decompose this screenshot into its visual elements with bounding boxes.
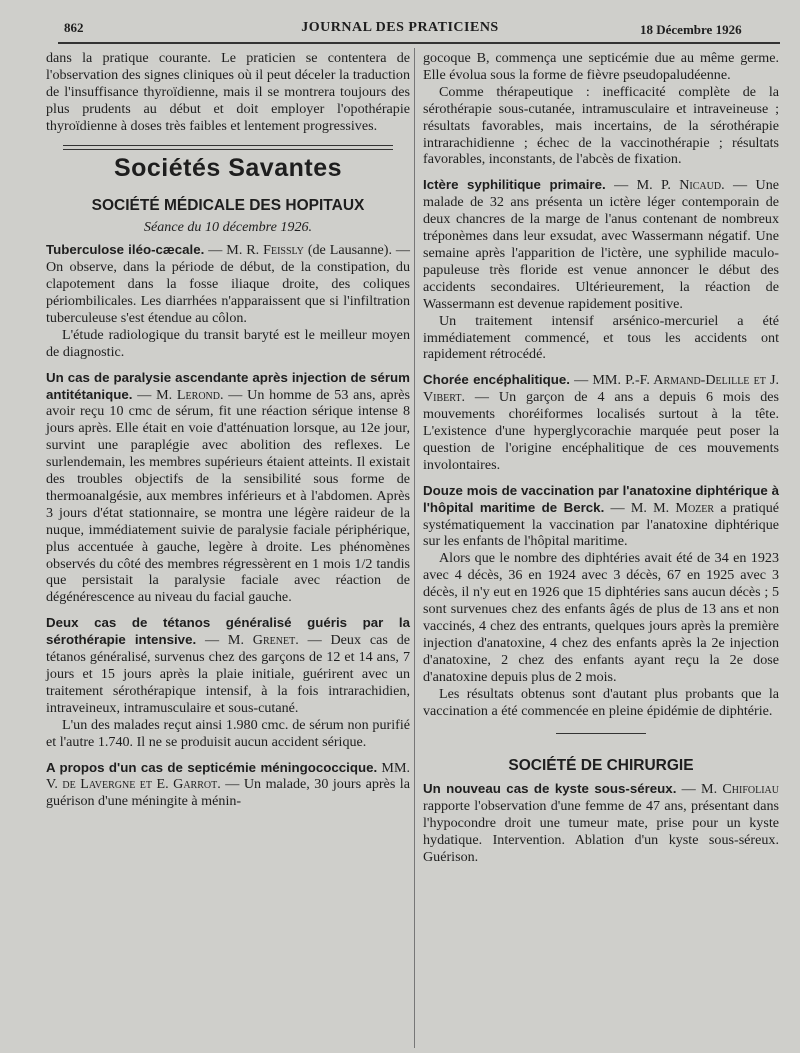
article-text: — Deux cas de tétanos généralisé, survenus chez des garçons de 12 et 14 ans, 7 jours et 15 jours après la plaie initiale, guérirent avec un traitement sérothérapique intensif, à la fois intrarachidien, intraveineux, intramusculaire et sous-cutané. — [46, 632, 410, 716]
header-rule — [58, 42, 780, 44]
article-author: M. Grenet. — [227, 632, 299, 649]
paragraph: L'étude radiologique du transit baryté est le meilleur moyen de diagnostic. — [46, 326, 410, 360]
article-author: M. M. Mozer — [630, 499, 715, 516]
article-author: M. P. Nicaud. — [636, 177, 725, 194]
article-vaccination: Douze mois de vaccination par l'anatoxine diphtérique à l'hôpital maritime de Berck. — M. M. Mozer a pratiqué systématiquement la vaccination par l'anatoxine diphtérique sur les enfants de l'hôpital maritime. — [423, 482, 779, 550]
article-author: M. Lerond. — [156, 386, 224, 403]
article-tuberculose: Tuberculose iléo-cæcale. — M. R. Feissly (de Lausanne). — On observe, dans la période de début, de la constipation, du clapotement dans la fosse iliaque droite, des coliques périombilicales. Les diarrhées n'apparaissent que si l'infiltration tuberculeuse s'est étendue au côlon. — [46, 242, 410, 326]
left-column — [46, 50, 410, 810]
article-author: MM. P.-F. Armand-Delille et J. Vibert. — [423, 372, 779, 406]
paragraph: Un traitement intensif arsénico-mercuriel a été immédiatement commencé, et tous les accidents ont rapidement rétrocédé. — [423, 312, 779, 363]
article-title: Un nouveau cas de kyste sous-séreux. — [423, 781, 677, 797]
right-column — [423, 50, 779, 866]
article-choree: Chorée encéphalitique. — MM. P.-F. Armand-Delille et J. Vibert. — Un garçon de 4 ans a depuis 6 mois des mouvements choréiformes localisés surtout à la tête. L'existence d'une hyperglycorachie marquée peut poser la question de l'origine encéphalitique de ces mouvements involontaires. — [423, 372, 779, 473]
article-paralysie: Un cas de paralysie ascendante après injection de sérum antitétanique. — M. Lerond. — Un homme de 53 ans, après avoir reçu 10 cmc de sérum, fit une réaction sérique intense 8 jours après. Elle était en voie d'atténuation lorsque, au 12e jour, survint une paraplégie avec abolition des reflexes. Le surlendemain, les membres supérieurs étaient atteints. Il existait des troubles objectifs de la sensibilité sous forme de thermoanalgésie, aux membres inférieurs et à l'abdomen. Après 3 jours d'état stationnaire, se montra une légère raideur de la nuque, immédiatement suivie de paralysie faciale périphérique, plus accentuée à gauche, legère à droite. Les phénomènes observés du côté des membres régressèrent en 1 mois 1/2 tandis que persistait la paralysie faciale avec réaction de dégénérescence au niveau du facial gauche. — [46, 369, 411, 606]
article-title: Tuberculose iléo-cæcale. — [46, 242, 205, 258]
article-kyste: Un nouveau cas de kyste sous-séreux. — M. Chifoliau rapporte l'observation d'une femme de 47 ans, présentant dans l'hypocondre droit une tumeur mate, prise pour un kyste hydatique. Intervention. Ablation d'un kyste sous-séreux. Guérison. — [423, 781, 779, 865]
paragraph: Les résultats obtenus sont d'autant plus probants que la vaccination a été commencée en pleine épidémie de diphtérie. — [423, 685, 779, 719]
article-title: Ictère syphilitique primaire. — [423, 177, 606, 193]
article-title: Un cas de paralysie ascendante après injection de sérum antitétanique. — [46, 369, 410, 402]
article-text: (de Lausanne). — On observe, dans la période de début, de la constipation, du clapotement dans la fosse iliaque droite, des coliques périombilicales. Les diarrhées n'apparaissent que si l'infiltration tuberculeuse s'est étendue au côlon. — [46, 242, 410, 326]
article-title: Deux cas de tétanos généralisé guéris par la sérothérapie intensive. — [46, 615, 410, 648]
article-author: M. R. Feissly — [226, 242, 304, 259]
session-date: Séance du 10 décembre 1926. — [143, 219, 313, 236]
society-title: SOCIÉTÉ MÉDICALE DES HOPITAUX — [91, 197, 365, 215]
society-title: SOCIÉTÉ DE CHIRURGIE — [508, 757, 694, 775]
paragraph: L'un des malades reçut ainsi 1.980 cmc. de sérum non purifié et l'autre 1.740. Il ne se produisit aucun accident sérique. — [46, 716, 410, 750]
article-text: — Un homme de 53 ans, après avoir reçu 10 cmc de sérum, fit une réaction sérique intense 8 jours après. Elle était en voie d'atténuation lorsque, au 12e jour, survint une paraplégie avec abolition des reflexes. Le surlendemain, les membres supérieurs étaient atteints. Il existait des troubles objectifs de la sensibilité sous forme de thermoanalgésie, aux membres inférieurs et à l'abdomen. Après 3 jours d'état stationnaire, se montra une légère raideur de la nuque, immédiatement suivie de paralysie faciale périphérique, plus accentuée à gauche, legère à droite. Les phénomènes observés du côté des membres régressèrent en 1 mois 1/2 tandis que persistait la paralysie faciale avec réaction de dégénérescence au niveau du facial gauche. — [46, 386, 411, 606]
intro-paragraph: dans la pratique courante. Le praticien se contentera de l'observation des signes cliniques où il peut déceler la traduction de l'insuffisance thyroïdienne, mais il se montrera toujours des plus prudents au début et doit employer l'opothérapie thyroïdienne à doses très faibles et lentement progressives. — [46, 50, 410, 134]
article-text: — Un malade, 30 jours après la guérison d'une méningite à ménin- — [46, 776, 410, 810]
article-author: MM. V. de Lavergne et E. Garrot. — [46, 759, 410, 793]
article-septicemie — [46, 760, 410, 811]
section-title: Sociétés Savantes — [113, 153, 343, 182]
paragraph: gocoque B, commença une septicémie due au même germe. Elle évolua sous la forme de fièvre pseudopaludéenne. — [423, 50, 779, 83]
journal-title: JOURNAL DES PRATICIENS — [301, 20, 499, 35]
article-author: M. Chifoliau — [701, 781, 779, 798]
article-title: A propos d'un cas de septicémie méningococcique. — [46, 759, 378, 775]
article-ictere: Ictère syphilitique primaire. — M. P. Nicaud. — Une malade de 32 ans présenta un ictère léger contemporain de deux chancres de la marge de l'anus contenant de nombreux tréponèmes dans leur exsudat, avec Wassermann négatif. Une semaine après l'apparition de l'ictère, une syphilide maculo-papuleuse très floride est venue annoncer le début des accidents secondaires. Ultérieurement, la réaction de Wassermann est devenue rapidement positive. — [423, 177, 780, 312]
article-text: — Un garçon de 4 ans a depuis 6 mois des mouvements choréiformes localisés surtout à la tête. L'existence d'une hyperglycorachie marquée peut poser la question de l'origine encéphalitique de ces mouvements involontaires. — [423, 389, 779, 473]
article-title: Douze mois de vaccination par l'anatoxine diphtérique à l'hôpital maritime de Berck. — [423, 482, 779, 515]
article-text: rapporte l'observation d'une femme de 47 ans, présentant dans l'hypocondre droit une tumeur mate, prise pour un kyste hydatique. Intervention. Ablation d'un kyste sous-séreux. Guérison. — [423, 798, 779, 865]
column-divider — [414, 48, 415, 1048]
page-header — [0, 0, 800, 40]
paragraph: Comme thérapeutique : inefficacité complète de la sérothérapie sous-cutanée, intramusculaire et intraveineuse ; résultats favorables, mais incertains, de la sérothérapie intrarachidienne ; échec de la vaccinothérapie ; résultats favorables, inconstants, de l'abcès de fixation. — [423, 83, 779, 168]
paragraph: Alors que le nombre des diphtéries avait été de 34 en 1923 avec 4 décès, 36 en 1924 avec 3 décès, 67 en 1925 avec 3 décès, il n'y eut en 1926 que 15 diphtéries sans aucun décès ; 5 sont survenues chez des enfants âgés de plus de 13 ans et non vaccinés, 4 chez des entrants, quelques jours après la première injection d'anatoxine, 4 chez des enfants après la 2e injection d'anatoxine, 2 chez des enfants ayant reçu la 2e dose d'anatoxine depuis plus de 2 mois. — [423, 550, 779, 685]
article-text: a pratiqué systématiquement la vaccination par l'anatoxine diphtérique sur les enfants de l'hôpital maritime. — [423, 499, 779, 550]
article-title: Chorée encéphalitique. — [423, 372, 570, 388]
issue-date: 18 Décembre 1926 — [640, 22, 742, 37]
article-text: — Une malade de 32 ans présenta un ictère léger contemporain de deux chancres de la marge de l'anus contenant de nombreux tréponèmes dans leur exsudat, avec Wassermann négatif. Une semaine après l'apparition de l'ictère, une syphilide maculo-papuleuse très floride est venue annoncer le début des accidents secondaires. Ultérieurement, la réaction de Wassermann est devenue rapidement positive. — [423, 177, 780, 312]
page-number: 862 — [64, 20, 84, 35]
article-tetanos: Deux cas de tétanos généralisé guéris par la sérothérapie intensive. — M. Grenet. — Deux cas de tétanos généralisé, survenus chez des garçons de 12 et 14 ans, 7 jours et 15 jours après la plaie initiale, guérirent avec un traitement sérothérapique intensif, à la fois intrarachidien, intraveineux, intramusculaire et sous-cutané. — [46, 615, 410, 716]
